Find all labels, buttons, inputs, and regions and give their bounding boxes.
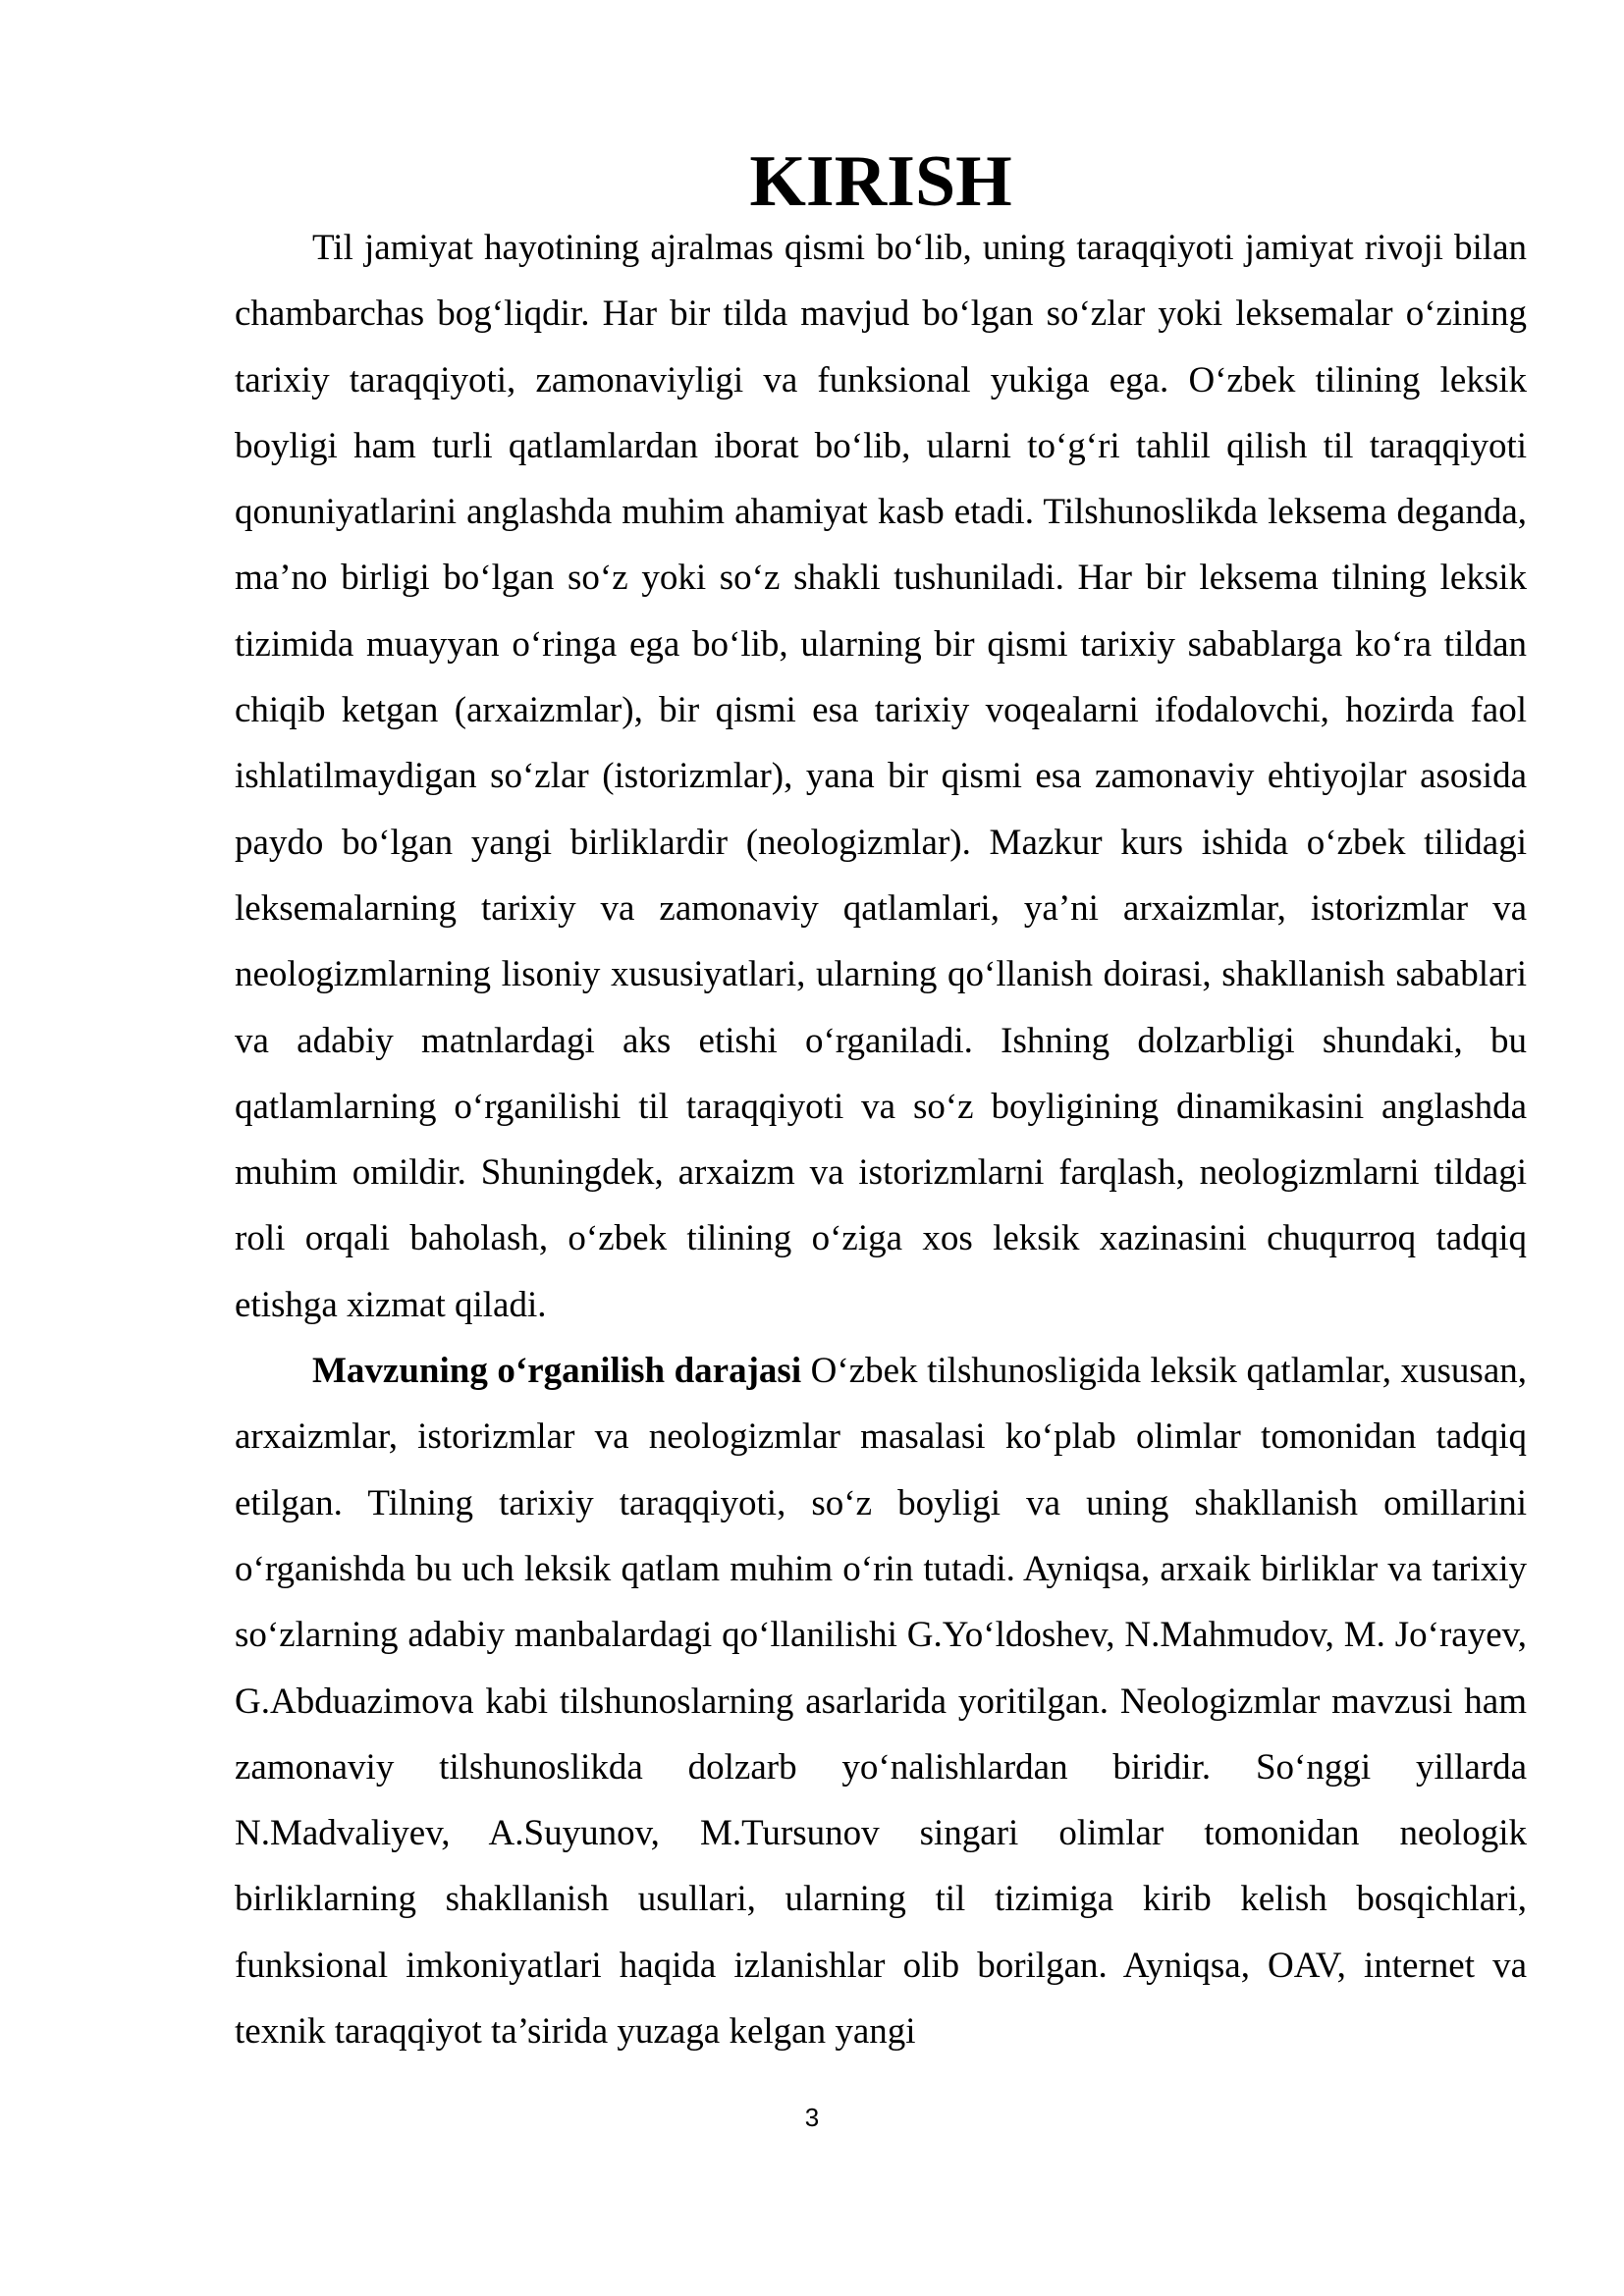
page-body [235,141,1527,2064]
page-number: 3 [804,2103,820,2132]
intro-paragraph [235,215,1527,1338]
study-level-lead: Mavzuning o‘rganilish darajasi [312,1351,802,1392]
study-level-paragraph-text: O‘zbek tilshunosligida leksik qatlamlar, xususan, arxaizmlar, istorizmlar va neologizmlar masalasi ko‘plab olimlar tomonidan tadqiq etilgan. Tilning tarixiy taraqqiyoti, so‘z boyligi va uning shakllanish omillarini o‘rganishda bu uch leksik qatlam muhim o‘rin tutadi. Ayniqsa, arxaik birliklar va tarixiy so‘zlarning adabiy manbalardagi qo‘llanilishi G.Yo‘ldoshev, N.Mahmudov, M. Jo‘rayev, G.Abduazimova kabi tilshunoslarning asarlarida yoritilgan. Neologizmlar mavzusi ham zamonaviy tilshunoslikda dolzarb yo‘nalishlardan biridir. So‘nggi yillarda N.Madvaliyev, A.Suyunov, M.Tursunov singari olimlar tomonidan neologik birliklarning shakllanish usullari, ularning til tizimiga kirib kelish bosqichlari, funksional imkoniyatlari haqida izlanishlar olib borilgan. Ayniqsa, OAV, internet va texnik taraqqiyot ta’sirida yuzaga kelgan yangi [235,1351,1527,2053]
intro-paragraph-text: Til jamiyat hayotining ajralmas qismi bo‘lib, uning taraqqiyoti jamiyat rivoji bilan chambarchas bog‘liqdir. Har bir tilda mavjud bo‘lgan so‘zlar yoki leksemalar o‘zining tarixiy taraqqiyoti, zamonaviyligi va funksional yukiga ega. O‘zbek tilining leksik boyligi ham turli qatlamlardan iborat bo‘lib, ularni to‘g‘ri tahlil qilish til taraqqiyoti qonuniyatlarini anglashda muhim ahamiyat kasb etadi. Tilshunoslikda leksema deganda, ma’no birligi bo‘lgan so‘z yoki so‘z shakli tushuniladi. Har bir leksema tilning leksik tizimida muayyan o‘ringa ega bo‘lib, ularning bir qismi tarixiy sabablarga ko‘ra tildan chiqib ketgan (arxaizmlar), bir qismi esa tarixiy voqealarni ifodalovchi, hozirda faol ishlatilmaydigan so‘zlar (istorizmlar), yana bir qismi esa zamonaviy ehtiyojlar asosida paydo bo‘lgan yangi birliklardir (neologizmlar). Mazkur kurs ishida o‘zbek tilidagi leksemalarning tarixiy va zamonaviy qatlamlari, ya’ni arxaizmlar, istorizmlar va neologizmlarning lisoniy xususiyatlari, ularning qo‘llanish doirasi, shakllanish sabablari va adabiy matnlardagi aks etishi o‘rganiladi. Ishning dolzarbligi shundaki, bu qatlamlarning o‘rganilishi til taraqqiyoti va so‘z boyligining dinamikasini anglashda muhim omildir. Shuningdek, arxaizm va istorizmlarni farqlash, neologizmlarni tildagi roli orqali baholash, o‘zbek tilining o‘ziga xos leksik xazinasini chuqurroq tadqiq etishga xizmat qiladi. [235,228,1527,1325]
page-title: KIRISH [749,141,1012,222]
study-level-paragraph [235,1338,1527,2064]
